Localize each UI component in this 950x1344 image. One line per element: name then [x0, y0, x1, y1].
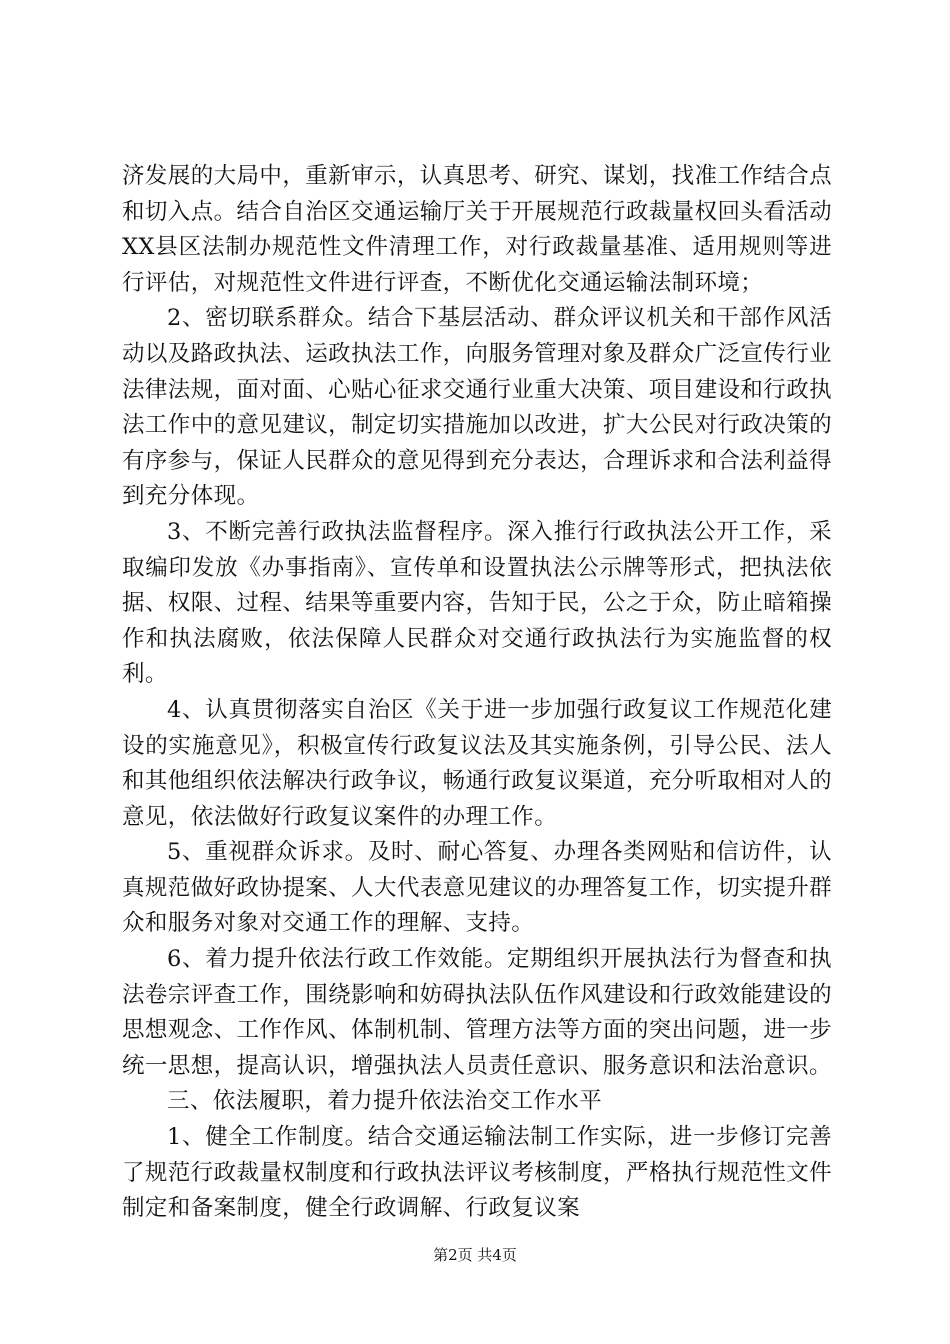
- paragraph-item-4: 4、认真贯彻落实自治区《关于进一步加强行政复议工作规范化建设的实施意见》，积极宣传行政复议法及其实施条例，引导公民、法人和其他组织依法解决行政争议，畅通行政复议渠道，充分听取相对人的意见，依法做好行政复议案件的办理工作。: [122, 696, 832, 830]
- paragraph-item-6: 6、着力提升依法行政工作效能。定期组织开展执法行为督查和执法卷宗评查工作，围绕影响和妨碍执法队伍作风建设和行政效能建设的思想观念、工作作风、体制机制、管理方法等方面的突出问题，进一步统一思想，提高认识，增强执法人员责任意识、服务意识和法治意识。: [122, 946, 832, 1079]
- paragraph-section3-item-1: 1、健全工作制度。结合交通运输法制工作实际，进一步修订完善了规范行政裁量权制度和行政执法评议考核制度，严格执行规范性文件制定和备案制度，健全行政调解、行政复议案: [122, 1124, 832, 1222]
- paragraph-item-2: 2、密切联系群众。结合下基层活动、群众评议机关和干部作风活动以及路政执法、运政执法工作，向服务管理对象及群众广泛宣传行业法律法规，面对面、心贴心征求交通行业重大决策、项目建设和行政执法工作中的意见建议，制定切实措施加以改进，扩大公民对行政决策的有序参与，保证人民群众的意见得到充分表达，合理诉求和合法利益得到充分体现。: [122, 305, 832, 510]
- document-body: [122, 159, 832, 1227]
- section-heading-3: 三、依法履职，着力提升依法治交工作水平: [167, 1088, 603, 1115]
- page-number-footer: 第2页 共4页: [433, 1246, 517, 1264]
- paragraph-item-3: 3、不断完善行政执法监督程序。深入推行行政执法公开工作，采取编印发放《办事指南》、宣传单和设置执法公示牌等形式，把执法依据、权限、过程、结果等重要内容，告知于民，公之于众，防止暗箱操作和执法腐败，依法保障人民群众对交通行政执法行为实施监督的权利。: [122, 518, 832, 688]
- paragraph-item-5: 5、重视群众诉求。及时、耐心答复、办理各类网贴和信访件，认真规范做好政协提案、人大代表意见建议的办理答复工作，切实提升群众和服务对象对交通工作的理解、支持。: [122, 839, 832, 937]
- paragraph-continuation: 济发展的大局中，重新审示，认真思考、研究、谋划，找准工作结合点和切入点。结合自治区交通运输厅关于开展规范行政裁量权回头看活动XX县区法制办规范性文件清理工作，对行政裁量基准、适用规则等进行评估，对规范性文件进行评查，不断优化交通运输法制环境；: [122, 163, 832, 296]
